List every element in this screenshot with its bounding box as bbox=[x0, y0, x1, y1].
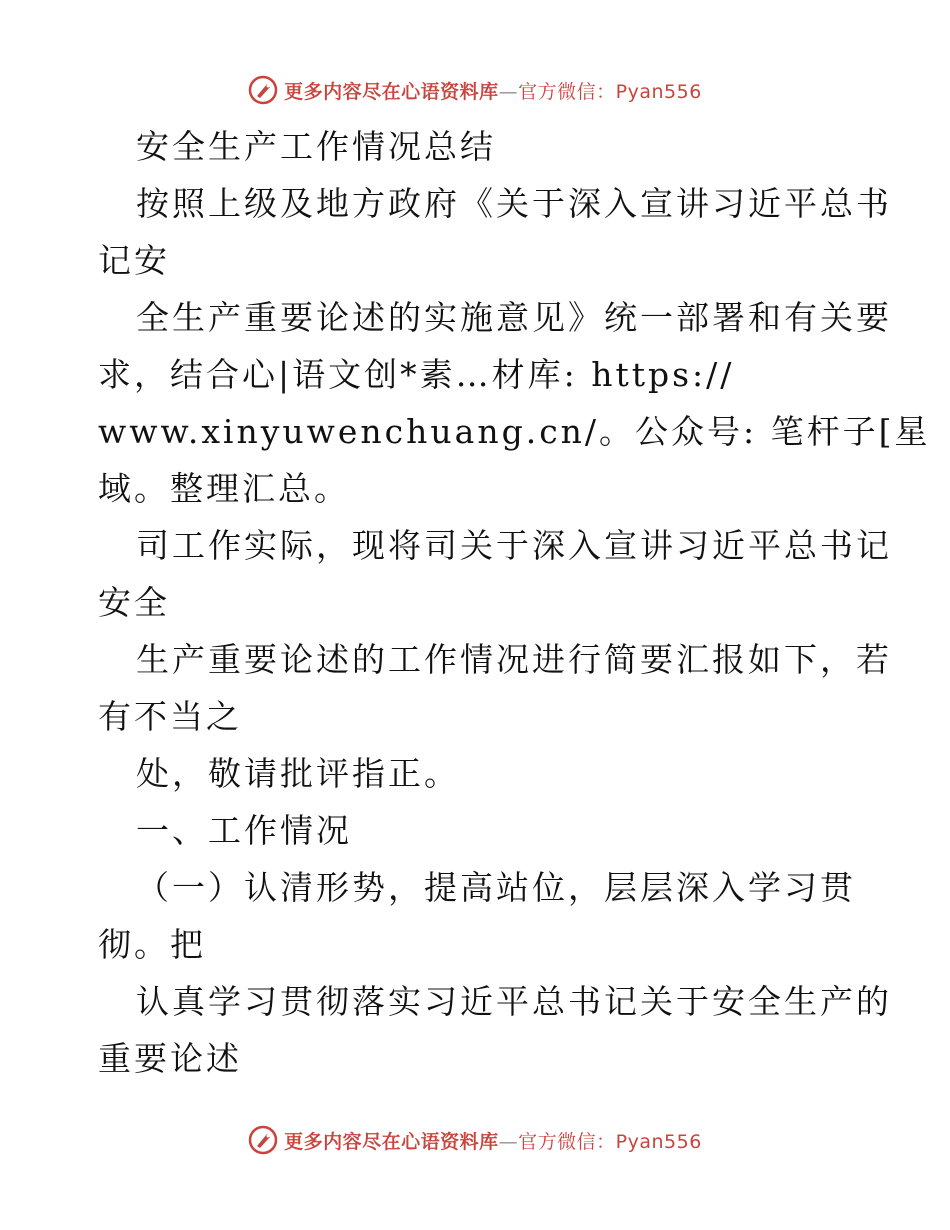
banner-contact: 官方微信：Pyan556 bbox=[518, 80, 702, 103]
banner-separator: — bbox=[498, 80, 519, 103]
text-line: 有不当之 bbox=[98, 697, 242, 736]
text-line: 求，结合心|语文创*素…材库: https:// bbox=[98, 355, 735, 394]
banner-separator: — bbox=[498, 1130, 519, 1153]
text-line: 按照上级及地方政府《关于深入宣讲习近平总书 bbox=[136, 184, 892, 223]
text-line: （一）认清形势，提高站位，层层深入学习贯 bbox=[136, 868, 856, 907]
banner-brand: 更多内容尽在心语资料库 bbox=[284, 80, 499, 103]
text-line: 重要论述 bbox=[98, 1039, 242, 1078]
header-banner bbox=[0, 70, 950, 110]
footer-banner bbox=[0, 1120, 950, 1160]
text-line: www.xinyuwenchuang.cn/。公众号: 笔杆子[星 bbox=[98, 412, 931, 451]
text-line: 处，敬请批评指正。 bbox=[136, 754, 460, 793]
pen-nib-logo-icon bbox=[248, 75, 278, 105]
text-line: 域。整理汇总。 bbox=[98, 469, 350, 508]
text-line: 司工作实际，现将司关于深入宣讲习近平总书记 bbox=[136, 526, 892, 565]
banner-contact: 官方微信：Pyan556 bbox=[518, 1130, 702, 1153]
text-line: 彻。把 bbox=[98, 925, 206, 964]
text-line: 生产重要论述的工作情况进行简要汇报如下，若 bbox=[136, 640, 892, 679]
document-body bbox=[98, 118, 931, 1087]
text-line: 安全 bbox=[98, 583, 170, 622]
text-line: 一、工作情况 bbox=[136, 811, 352, 850]
text-line: 全生产重要论述的实施意见》统一部署和有关要 bbox=[136, 298, 892, 337]
text-line: 安全生产工作情况总结 bbox=[136, 127, 496, 166]
pen-nib-logo-icon bbox=[248, 1125, 278, 1155]
text-line: 记安 bbox=[98, 241, 170, 280]
text-line: 认真学习贯彻落实习近平总书记关于安全生产的 bbox=[136, 982, 892, 1021]
banner-brand: 更多内容尽在心语资料库 bbox=[284, 1130, 499, 1153]
